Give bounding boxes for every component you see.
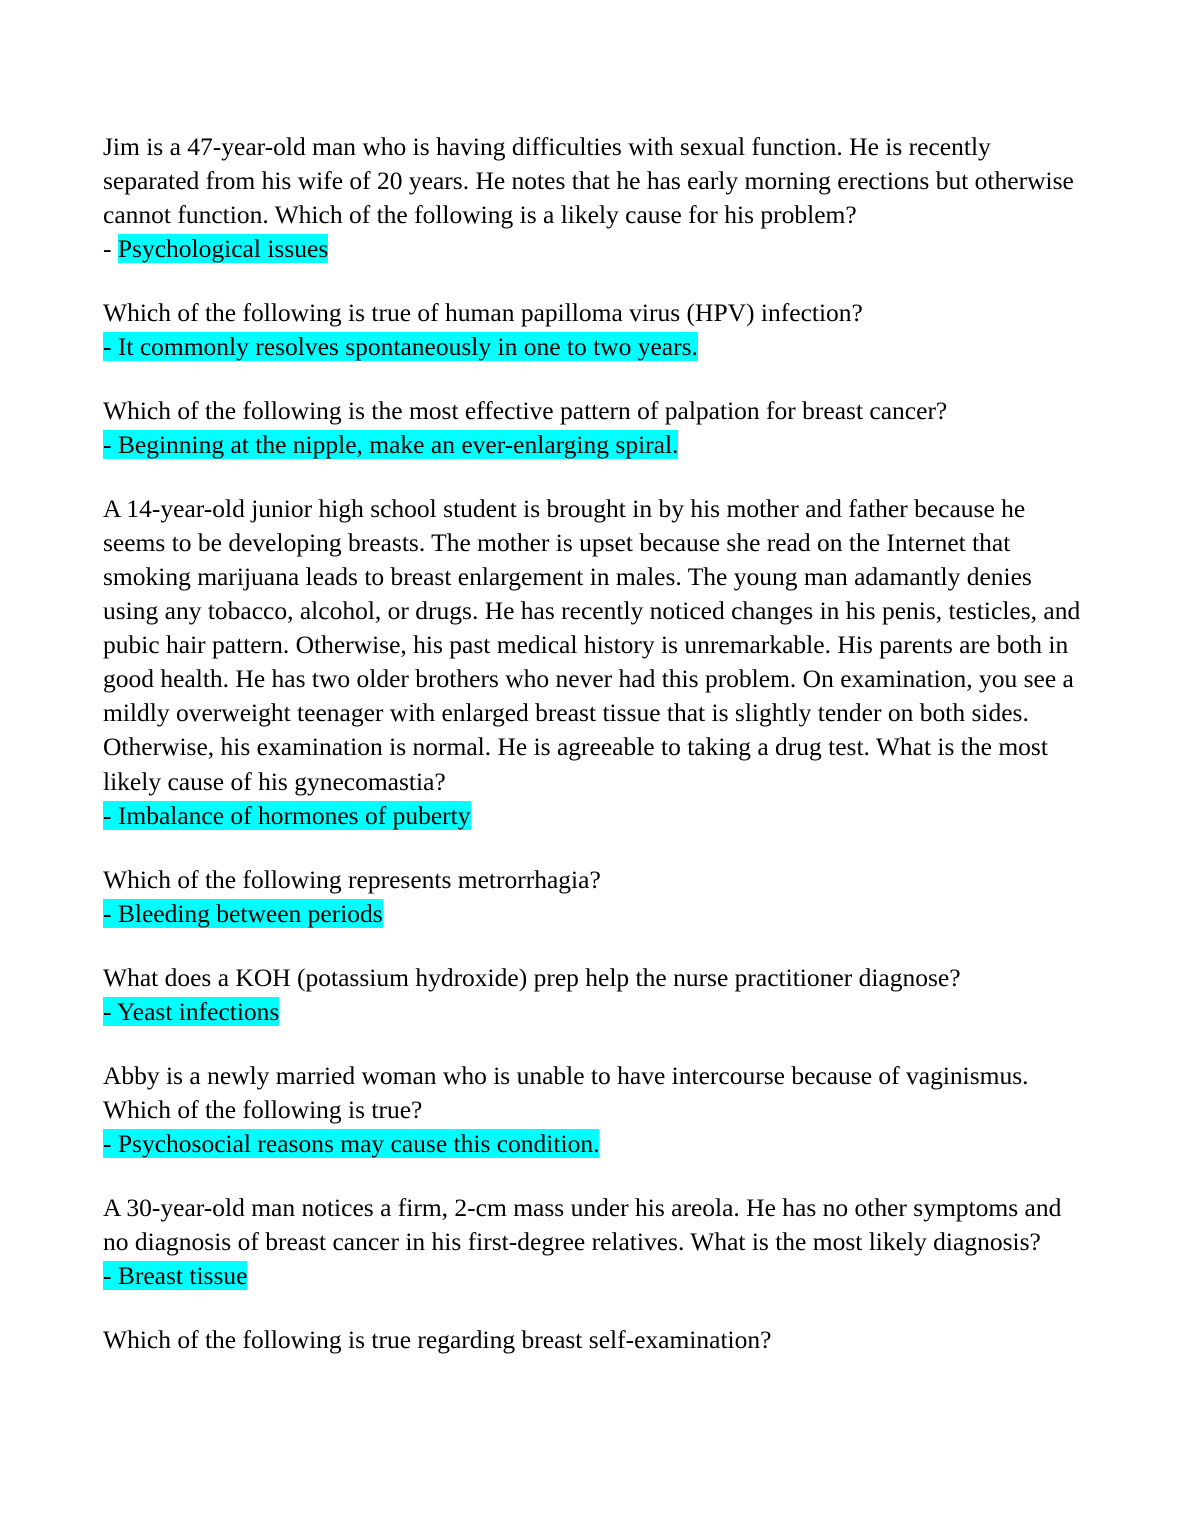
question-text: Which of the following is true of human papilloma virus (HPV) infection? (103, 298, 863, 328)
question-text: Which of the following is true regarding breast self-examination? (103, 1324, 772, 1354)
qa-block (103, 863, 1090, 931)
qa-block (103, 1323, 1090, 1357)
answer-line (103, 330, 1090, 364)
question-text: Which of the following represents metrorrhagia? (103, 864, 601, 894)
answer-line (103, 428, 1090, 462)
qa-block (103, 394, 1090, 462)
answer-text: - Breast tissue (103, 1260, 248, 1290)
qa-block (103, 492, 1090, 832)
question-text: A 14-year-old junior high school student is brought in by his mother and father because he seems to be developing breasts. The mother is upset because she read on the Internet that smoking marijuana leads to breast enlargement in males. The young man adamantly denies using any tobacco, alcohol, or drugs. He has recently noticed changes in his penis, testicles, and pubic hair pattern. Otherwise, his past medical history is unremarkable. His parents are both in good health. He has two older brothers who never had this problem. On examination, you see a mildly overweight teenager with enlarged breast tissue that is slightly tender on both sides. Otherwise, his examination is normal. He is agreeable to taking a drug test. What is the most likely cause of his gynecomastia? (103, 494, 1081, 796)
answer-text: Psychological issues (117, 234, 329, 264)
qa-block (103, 296, 1090, 364)
answer-line (103, 1259, 1090, 1293)
qa-block (103, 1059, 1090, 1161)
answer-line (103, 799, 1090, 833)
answer-line (103, 995, 1090, 1029)
answer-text: - Bleeding between periods (103, 898, 383, 928)
answer-line (103, 1127, 1090, 1161)
question-text: What does a KOH (potassium hydroxide) prep help the nurse practitioner diagnose? (103, 962, 961, 992)
answer-text: - Beginning at the nipple, make an ever-enlarging spiral. (103, 430, 679, 460)
question-text: Jim is a 47-year-old man who is having difficulties with sexual function. He is recently separated from his wife of 20 years. He notes that he has early morning erections but otherwise cannot function. Which of the following is a likely cause for his problem? (103, 132, 1074, 230)
question-text: Abby is a newly married woman who is unable to have intercourse because of vaginismus. Which of the following is true? (103, 1060, 1029, 1124)
answer-text: - Imbalance of hormones of puberty (103, 800, 471, 830)
answer-line (103, 232, 1090, 266)
qa-block (103, 1191, 1090, 1293)
qa-block (103, 961, 1090, 1029)
document-body (103, 130, 1090, 1357)
answer-text: - Psychosocial reasons may cause this condition. (103, 1128, 600, 1158)
answer-text: - Yeast infections (103, 996, 280, 1026)
answer-line (103, 897, 1090, 931)
qa-block (103, 130, 1090, 266)
answer-prefix: - (103, 234, 118, 264)
answer-text: - It commonly resolves spontaneously in one to two years. (103, 332, 698, 362)
question-text: Which of the following is the most effective pattern of palpation for breast cancer? (103, 396, 948, 426)
question-text: A 30-year-old man notices a firm, 2-cm mass under his areola. He has no other symptoms and no diagnosis of breast cancer in his first-degree relatives. What is the most likely diagnosis? (103, 1192, 1062, 1256)
